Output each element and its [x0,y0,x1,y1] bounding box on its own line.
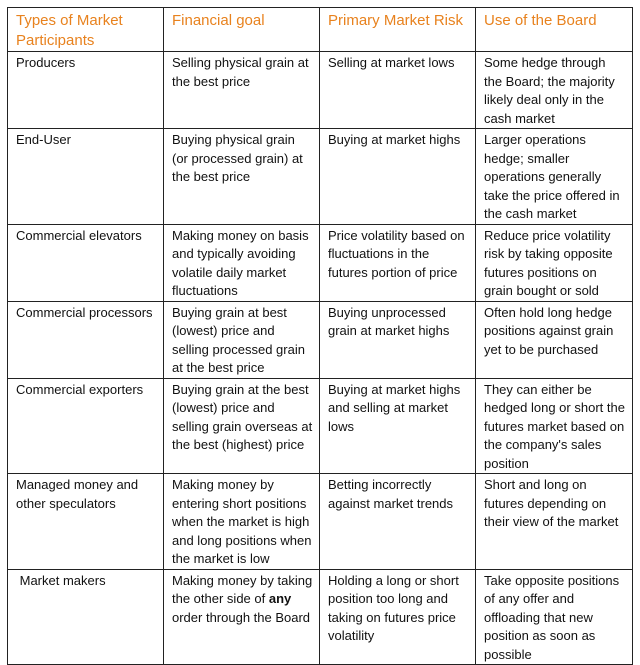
risk-cell: Selling at market lows [320,52,476,129]
use-cell: Reduce price volatility risk by taking opposite futures positions on grain bought or sold [476,224,633,301]
table-row [8,129,633,225]
participant-cell: Market makers [8,569,164,665]
goal-cell: Making money on basis and typically avoiding volatile daily market fluctuations [164,224,320,301]
table-row [8,224,633,301]
use-cell: Some hedge through the Board; the majority likely deal only in the cash market [476,52,633,129]
participant-cell: Commercial elevators [8,224,164,301]
participant-cell: Producers [8,52,164,129]
market-participants-table [7,7,633,665]
use-cell: They can either be hedged long or short the futures market based on the company's sales position [476,378,633,474]
use-cell: Short and long on futures depending on their view of the market [476,474,633,570]
use-cell: Take opposite positions of any offer and offloading that new position as soon as possible [476,569,633,665]
risk-cell: Betting incorrectly against market trends [320,474,476,570]
header-participants: Types of Market Participants [8,8,164,52]
goal-text-emphasis: any [268,591,292,606]
use-cell: Often hold long hedge positions against grain yet to be purchased [476,301,633,378]
goal-cell: Buying physical grain (or processed grain) at the best price [164,129,320,225]
risk-cell: Buying at market highs and selling at market lows [320,378,476,474]
goal-cell: Buying grain at the best (lowest) price and selling grain overseas at the best (highest) price [164,378,320,474]
goal-text-start: Making money by taking the other side of [172,572,313,606]
use-cell: Larger operations hedge; smaller operations generally take the price offered in the cash market [476,129,633,225]
goal-cell: Making money by entering short positions when the market is high and long positions when the market is low [164,474,320,570]
header-financial-goal: Financial goal [164,8,320,52]
table-row [8,474,633,570]
participant-cell: Commercial exporters [8,378,164,474]
participant-cell: Managed money and other speculators [8,474,164,570]
header-market-risk: Primary Market Risk [320,8,476,52]
header-row [8,8,633,52]
participant-cell: End-User [8,129,164,225]
goal-text-end: order through the Board [172,609,311,625]
table-row [8,52,633,129]
risk-cell: Buying unprocessed grain at market highs [320,301,476,378]
table-row [8,301,633,378]
goal-cell [164,569,320,665]
goal-cell: Buying grain at best (lowest) price and selling processed grain at the best price [164,301,320,378]
risk-cell: Holding a long or short position too long and taking on futures price volatility [320,569,476,665]
goal-cell: Selling physical grain at the best price [164,52,320,129]
participant-cell: Commercial processors [8,301,164,378]
table-row [8,569,633,665]
table-row [8,378,633,474]
risk-cell: Price volatility based on fluctuations in the futures portion of price [320,224,476,301]
risk-cell: Buying at market highs [320,129,476,225]
header-use-of-board: Use of the Board [476,8,633,52]
